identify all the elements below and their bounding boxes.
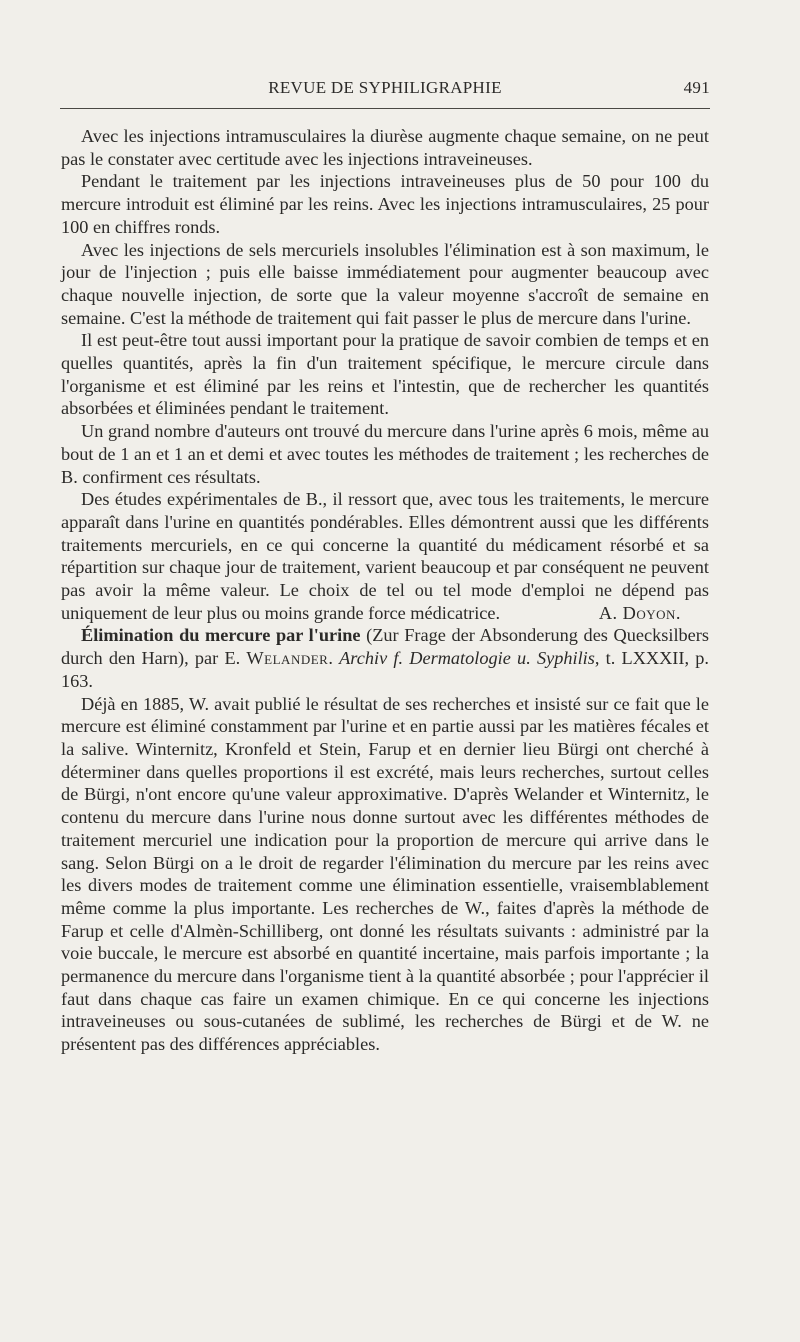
- citation-text: (Zur Frage der Absonderung des Quecksilbers durch den Harn), par E.: [61, 625, 709, 669]
- paragraph: Déjà en 1885, W. avait publié le résultat de ses recherches et insisté sur ce fait que le mercure est éliminé constamment par l'urine et en partie aussi par les matières fécales et la salive. Winternitz, Kronfeld et Stein, Farup et en dernier lieu Bürgi ont cherché à déterminer dans quelles proportions il est excrété, mais leurs recherches, surtout celles de Bürgi, n'ont encore qu'une valeur approximative. D'après Welander et Winternitz, le contenu du mercure dans l'urine nous donne surtout avec les différentes méthodes de traitement mercuriel une indication pour la proportion de mercure qui arrive dans le sang. Selon Bürgi on a le droit de regarder l'élimination du mercure par les reins avec les divers modes de traitement comme une élimination essentielle, vraisemblablement même comme la plus importante. Les recherches de W., faites d'après la méthode de Farup et celle d'Almèn-Schilliberg, ont donné les résultats suivants : administré par la voie buccale, le mercure est absorbé en quantité incertaine, mais parfois importante ; la permanence du mercure dans l'organisme tient à la quantité absorbée ; pour l'apprécier il faut dans chaque cas faire un examen chimique. En ce qui concerne les injections intraveineuses ou sous-cutanées de sublimé, les recherches de Bürgi et de W. ne présentent pas des différences appréciables.: [61, 693, 709, 1055]
- citation-journal: Archiv f. Dermatologie u. Syphilis: [339, 648, 595, 669]
- header-rule: [60, 108, 710, 109]
- citation-separator: .: [328, 648, 340, 669]
- citation-reference: , t. LXXXII, p. 163.: [61, 648, 709, 691]
- citation-author: Welander: [246, 648, 329, 669]
- paragraph-text: Des études expérimentales de B., il ressort que, avec tous les traitements, le mercure apparaît dans l'urine en quantités pondérables. Elles démontrent aussi que les différents traitements mercuriels, en ce qui concerne la quantité du médicament résorbé et sa répartition sur chaque jour de traitement, varient beaucoup et par conséquent ne peuvent pas avoir la même valeur. Le choix de tel ou tel mode d'emploi ne dépend pas uniquement de leur plus ou moins grande force médicatrice.: [61, 489, 709, 623]
- paragraph: Pendant le traitement par les injections intraveineuses plus de 50 pour 100 du mercure introduit est éliminé par les reins. Avec les injections intramusculaires, 25 pour 100 en chiffres ronds.: [61, 171, 709, 237]
- author-signature: A. Doyon.: [598, 602, 681, 623]
- article-body: [61, 125, 709, 1056]
- paragraph: Un grand nombre d'auteurs ont trouvé du mercure dans l'urine après 6 mois, même au bout de 1 an et 1 an et demi et avec toutes les méthodes de traitement ; les recherches de B. confirment ces résultats.: [61, 421, 709, 487]
- running-title: REVUE DE SYPHILIGRAPHIE: [268, 78, 502, 97]
- paragraph: Avec les injections intramusculaires la diurèse augmente chaque semaine, on ne peut pas le constater avec certitude avec les injections intraveineuses.: [61, 126, 709, 169]
- paragraph: Avec les injections de sels mercuriels insolubles l'élimination est à son maximum, le jour de l'injection ; puis elle baisse immédiatement pour augmenter beaucoup avec chaque nouvelle injection, de sorte que la valeur moyenne s'accroît de semaine en semaine. C'est la méthode de traitement qui fait passer le plus de mercure dans l'urine.: [61, 239, 709, 328]
- page-number: 491: [683, 78, 710, 97]
- paragraph-with-signature: [61, 488, 709, 624]
- paragraph: Il est peut-être tout aussi important pour la pratique de savoir combien de temps et en quelles quantités, après la fin d'un traitement spécifique, le mercure circule dans l'organisme et est éliminé par les reins et l'intestin, que de rechercher les quantités absorbées et éliminées pendant le traitement.: [61, 330, 709, 419]
- article-heading: [61, 624, 709, 692]
- running-head: [60, 78, 710, 102]
- article-title: Élimination du mercure par l'urine: [81, 625, 361, 646]
